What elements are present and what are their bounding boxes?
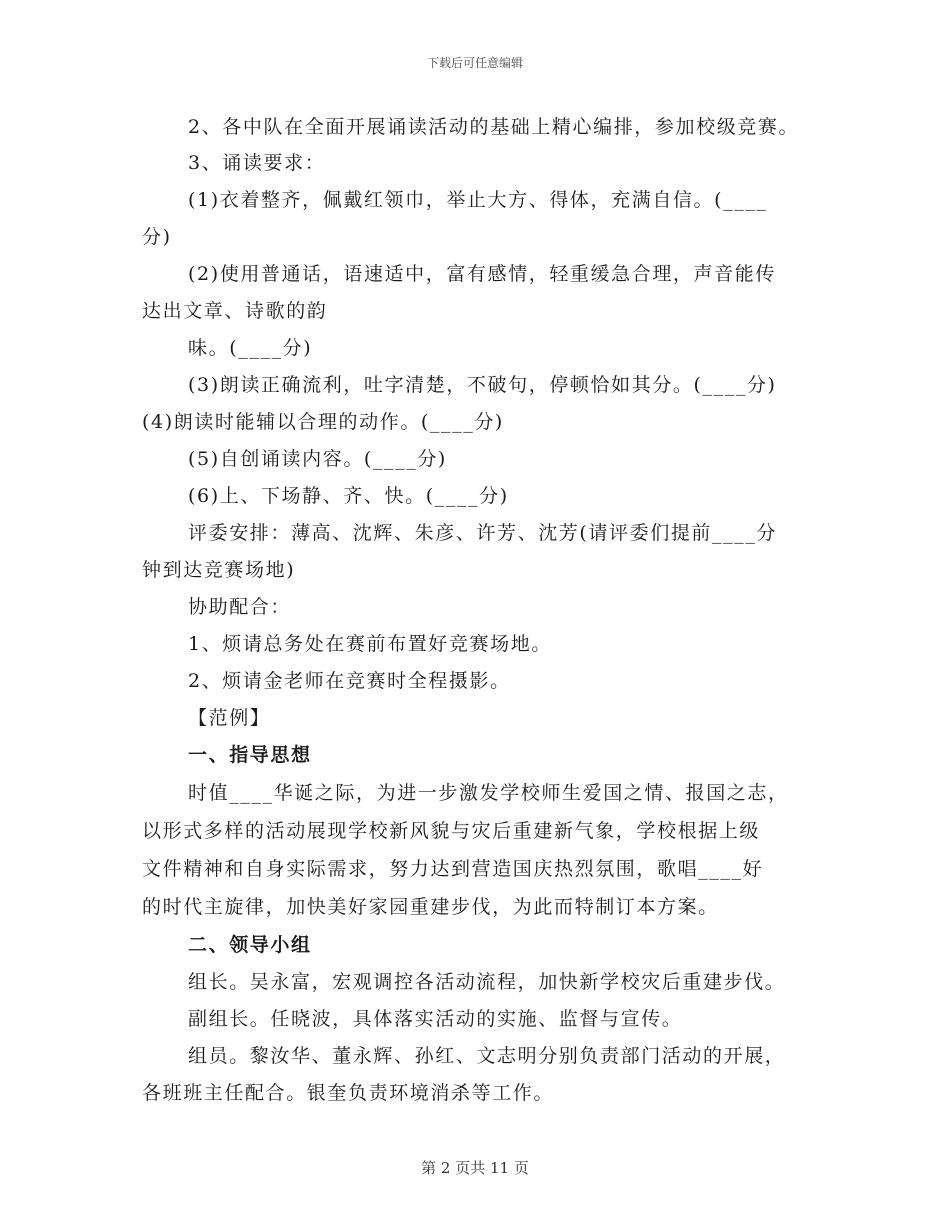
text-line: 味。(____分) bbox=[188, 337, 313, 359]
text-line: 时值____华诞之际，为进一步激发学校师生爱国之情、报国之志， bbox=[188, 782, 789, 804]
text-line: 的时代主旋律，加快美好家园重建步伐，为此而特制订本方案。 bbox=[142, 896, 719, 918]
text-line: 1、烦请总务处在赛前布置好竞赛场地。 bbox=[188, 633, 552, 655]
text-line: 2、烦请金老师在竞赛时全程摄影。 bbox=[188, 670, 511, 692]
page-footer: 第 2 页共 11 页 bbox=[421, 1159, 529, 1177]
text-line: (1)衣着整齐，佩戴红领巾，举止大方、得体，充满自信。(____ bbox=[188, 189, 768, 211]
text-line: (4)朗读时能辅以合理的动作。(____分) bbox=[142, 411, 504, 433]
text-line: 文件精神和自身实际需求，努力达到营造国庆热烈氛围，歌唱____好 bbox=[142, 858, 764, 880]
text-line: 副组长。任晓波，具体落实活动的实施、监督与宣传。 bbox=[188, 1008, 683, 1030]
section-heading: 二、领导小组 bbox=[188, 934, 312, 956]
text-line: (2)使用普通话，语速适中，富有感情，轻重缓急合理，声音能传 bbox=[188, 263, 776, 285]
text-line: 组长。吴永富，宏观调控各活动流程，加快新学校灾后重建步伐。 bbox=[188, 971, 786, 993]
text-line: 3、诵读要求： bbox=[188, 152, 326, 174]
text-line: 2、各中队在全面开展诵读活动的基础上精心编排，参加校级竞赛。 bbox=[188, 116, 800, 138]
text-line: 达出文章、诗歌的韵 bbox=[142, 300, 328, 322]
text-line: (6)上、下场静、齐、快。(____分) bbox=[188, 485, 509, 507]
text-line: (5)自创诵读内容。(____分) bbox=[188, 448, 447, 470]
text-line: 组员。黎汝华、董永辉、孙红、文志明分别负责部门活动的开展， bbox=[188, 1045, 786, 1067]
text-line: 分) bbox=[142, 226, 172, 248]
text-line: 协助配合： bbox=[188, 596, 292, 618]
text-line: 【范例】 bbox=[188, 707, 271, 729]
text-line: 评委安排：薄高、沈辉、朱彦、许芳、沈芳(请评委们提前____分 bbox=[188, 522, 778, 544]
section-heading: 一、指导思想 bbox=[188, 744, 312, 766]
text-line: 各班班主任配合。银奎负责环境消杀等工作。 bbox=[142, 1082, 555, 1104]
text-line: 钟到达竞赛场地) bbox=[142, 559, 296, 581]
text-line: (3)朗读正确流利，吐字清楚，不破句，停顿恰如其分。(____分) bbox=[188, 374, 777, 396]
page-header: 下载后可任意编辑 bbox=[426, 56, 523, 70]
text-line: 以形式多样的活动展现学校新风貌与灾后重建新气象，学校根据上级 bbox=[142, 820, 761, 842]
